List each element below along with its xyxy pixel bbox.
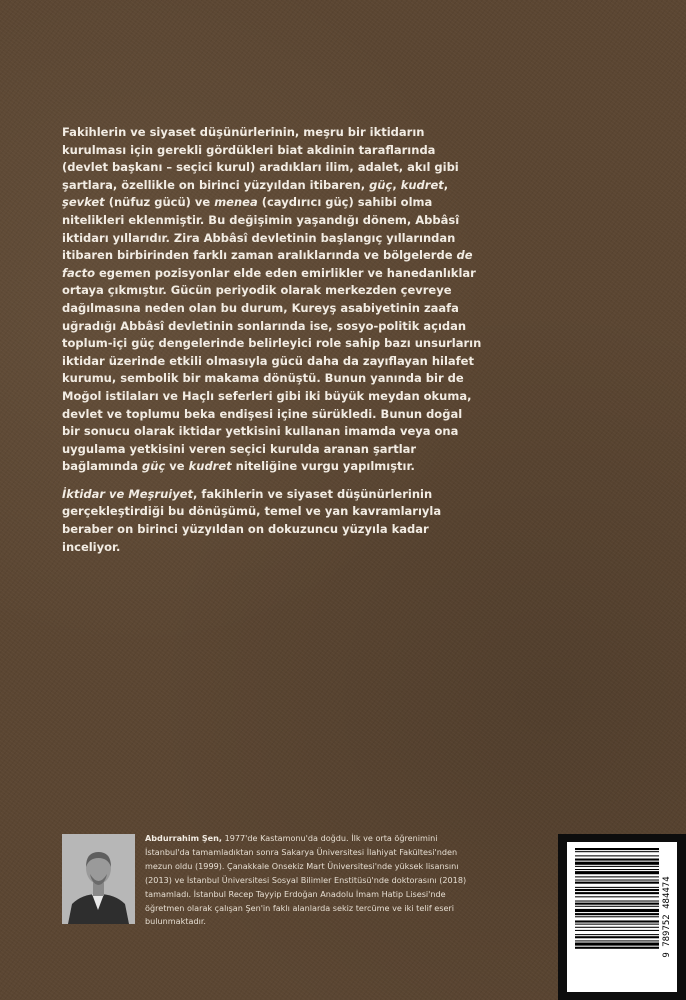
barcode-bar [575, 901, 659, 902]
barcode-bar [575, 887, 659, 888]
text-run: (nüfuz gücü) ve [104, 195, 215, 210]
text-run: , [392, 177, 401, 192]
barcode-bar [575, 934, 659, 935]
barcode-bar [575, 920, 659, 922]
text-run: , [443, 177, 449, 192]
italic-term: kudret [400, 177, 444, 192]
barcode-bar [575, 927, 659, 928]
italic-term: güç [142, 459, 166, 474]
barcode-bar [575, 859, 659, 861]
barcode-bar [575, 936, 659, 938]
barcode-bar [575, 909, 659, 912]
barcode-digits: 9 789752 484474 [662, 876, 672, 958]
back-cover-blurb [62, 124, 482, 566]
text-run: ve [165, 459, 189, 474]
italic-term: menea [214, 195, 258, 210]
barcode-bar [575, 866, 659, 867]
barcode-bar [575, 892, 659, 894]
isbn-barcode [567, 842, 677, 992]
italic-term: şevket [62, 195, 105, 210]
barcode-bar [575, 906, 659, 907]
text-run: Fakihlerin ve siyaset düşünürlerinin, meşru bir iktidarın kurulması için gerekli gördükleri biat akdinin taraflarında (devlet başkanı – seçici kurul) aradıkları ilim, adalet, akıl gibi şartlara, özellikle on birinci yüzyıldan itibaren, [62, 125, 459, 192]
barcode-bar [575, 940, 659, 941]
barcode-bar [575, 943, 659, 946]
barcode-bar [575, 855, 659, 856]
italic-term: kudret [188, 459, 232, 474]
barcode-bar [575, 913, 659, 915]
barcode-bar [575, 851, 659, 852]
author-bio-text: 1977'de Kastamonu'da doğdu. İlk ve orta öğrenimini İstanbul'da tamamladıktan sonra Sakarya Üniversitesi İlahiyat Fakültesi'nden mezun oldu (1999). Çanakkale Onsekiz Mart Üniversitesi'nde yüksek lisansını (2013) ve İstanbul Üniversitesi Sosyal Bilimler Enstitüsü'nde doktorasını (2018) tamamladı. İstanbul Recep Tayyip Erdoğan Anadolu İmam Hatip Lisesi'nde öğretmen olarak çalışan Şen'in faklı alanlarda sekiz tercüme ve iki telif eseri bulunmaktadır. [145, 833, 467, 927]
barcode-icon [567, 842, 677, 992]
blurb-paragraph-2 [62, 486, 482, 556]
barcode-bar [575, 871, 659, 874]
text-run: niteliğine vurgu yapılmıştır. [231, 459, 415, 474]
barcode-bar [575, 880, 659, 881]
barcode-bar [575, 924, 659, 925]
text-run: , fakihlerin ve siyaset düşünürlerinin gerçekleştirdiği bu dönüşümü, temel ve yan kavramlarıyla beraber on birinci yüzyıldan on dokuzuncu yüzyıla kadar inceliyor. [62, 486, 442, 554]
italic-term: güç [369, 177, 393, 192]
author-portrait-icon [62, 834, 135, 924]
author-bio [145, 832, 483, 929]
barcode-bar [575, 869, 659, 870]
barcode-bar [575, 896, 659, 897]
barcode-bar [575, 947, 659, 949]
barcode-panel [558, 834, 686, 1000]
text-run: (caydırıcı güç) sahibi olma nitelikleri eklenmiştir. Bu değişimin yaşandığı dönem, Abbâsî iktidarı yıllarıdır. Zira Abbâsî devletinin başlangıç yıllarından itibaren birbirinden farklı zaman aralıklarında ve bölgelerde [62, 195, 460, 263]
author-photo [62, 834, 135, 924]
barcode-bar [575, 889, 659, 891]
barcode-bar [575, 876, 659, 877]
barcode-bar [575, 903, 659, 905]
barcode-bar [575, 862, 659, 865]
barcode-bar [575, 930, 659, 931]
barcode-bars [575, 848, 659, 949]
author-name: Abdurrahim Şen, [145, 833, 223, 843]
italic-term: de facto [62, 248, 473, 280]
barcode-bar [575, 882, 659, 884]
barcode-bar [575, 848, 659, 850]
book-title-italic: İktidar ve Meşruiyet [62, 486, 194, 501]
blurb-paragraph-1 [62, 124, 482, 476]
text-run: egemen pozisyonlar elde eden emirlikler ve hanedanlıklar ortaya çıkmıştır. Gücün periyodik olarak merkezden çevreye dağılmasına neden olan bu durum, Kureyş asabiyetinin zaafa uğradığı Abbâsî devletinin sonlarında ise, sosyo-politik açıdan toplum-içi güç dengelerinde belirleyici role sahip bazı unsurların iktidar üzerinde etkili olmasıyla gücü daha da zayıflayan hilafet kurumu, sembolik bir makama dönüştü. Bunun yanında bir de Moğol istilaları ve Haçlı seferleri gibi iki büyük meydan okuma, devlet ve toplumu beka endişesi içine sürükledi. Bunun doğal bir sonucu olarak iktidar yetkisini kullanan imamda veya ona uygulama yetkisini veren seçici kurulda aranan şartlar bağlamında [62, 265, 482, 474]
barcode-bar [575, 916, 659, 917]
